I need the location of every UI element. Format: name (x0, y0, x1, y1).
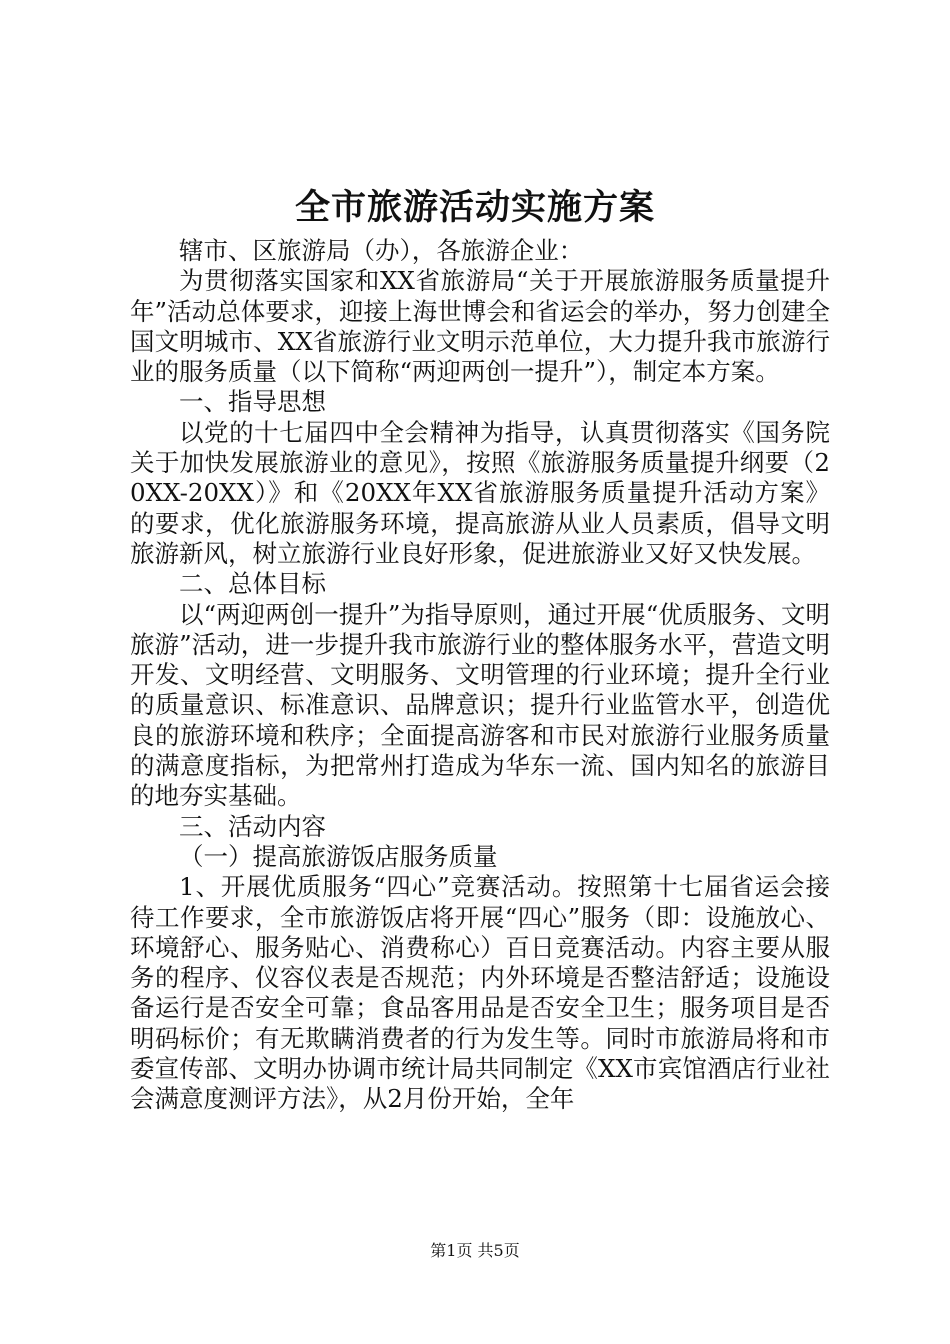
section-heading-guiding-ideology: 一、指导思想 (179, 387, 326, 417)
section-body-guiding-ideology: 以党的十七届四中全会精神为指导，认真贯彻落实《国务院关于加快发展旅游业的意见》，按照《旅游服务质量提升纲要（20XX-20XX）》和《20XX年XX省旅游服务质量提升活动方案》的要求，优化旅游服务环境，提高旅游从业人员素质，倡导文明旅游新风，树立旅游行业良好形象，促进旅游业又好又快发展。 (130, 417, 830, 568)
page-indicator: 第1页 共5页 (430, 1241, 520, 1260)
section-heading-activity-content: 三、活动内容 (179, 811, 326, 841)
salutation: 辖市、区旅游局（办），各旅游企业： (179, 236, 584, 265)
document-body (130, 236, 830, 1115)
section-heading-overall-goals: 二、总体目标 (179, 569, 326, 599)
subsection-heading-hotel-service: （一）提高旅游饭店服务质量 (179, 841, 498, 871)
document-title: 全市旅游活动实施方案 (294, 187, 655, 228)
section-body-overall-goals: 以“两迎两创一提升”为指导原则，通过开展“优质服务、文明旅游”活动，进一步提升我市旅游行业的整体服务水平，营造文明开发、文明经营、文明服务、文明管理的行业环境；提升全行业的质量意识、标准意识、品牌意识；提升行业监管水平，创造优良的旅游环境和秩序；全面提高游客和市民对旅游行业服务质量的满意度指标，为把常州打造成为华东一流、国内知名的旅游目的地夯实基础。 (130, 599, 830, 811)
intro-paragraph: 为贯彻落实国家和XX省旅游局“关于开展旅游服务质量提升年”活动总体要求，迎接上海世博会和省运会的举办，努力创建全国文明城市、XX省旅游行业文明示范单位，大力提升我市旅游行业的服务质量（以下简称“两迎两创一提升”），制定本方案。 (130, 266, 830, 387)
item-body-four-hearts-competition: 1、开展优质服务“四心”竞赛活动。按照第十七届省运会接待工作要求，全市旅游饭店将开展“四心”服务（即：设施放心、环境舒心、服务贴心、消费称心）百日竞赛活动。内容主要从服务的程序、仪容仪表是否规范；内外环境是否整洁舒适；设施设备运行是否安全可靠；食品客用品是否安全卫生；服务项目是否明码标价；有无欺瞒消费者的行为发生等。同时市旅游局将和市委宣传部、文明办协调市统计局共同制定《XX市宾馆酒店行业社会满意度测评方法》，从2月份开始，全年 (130, 872, 830, 1114)
